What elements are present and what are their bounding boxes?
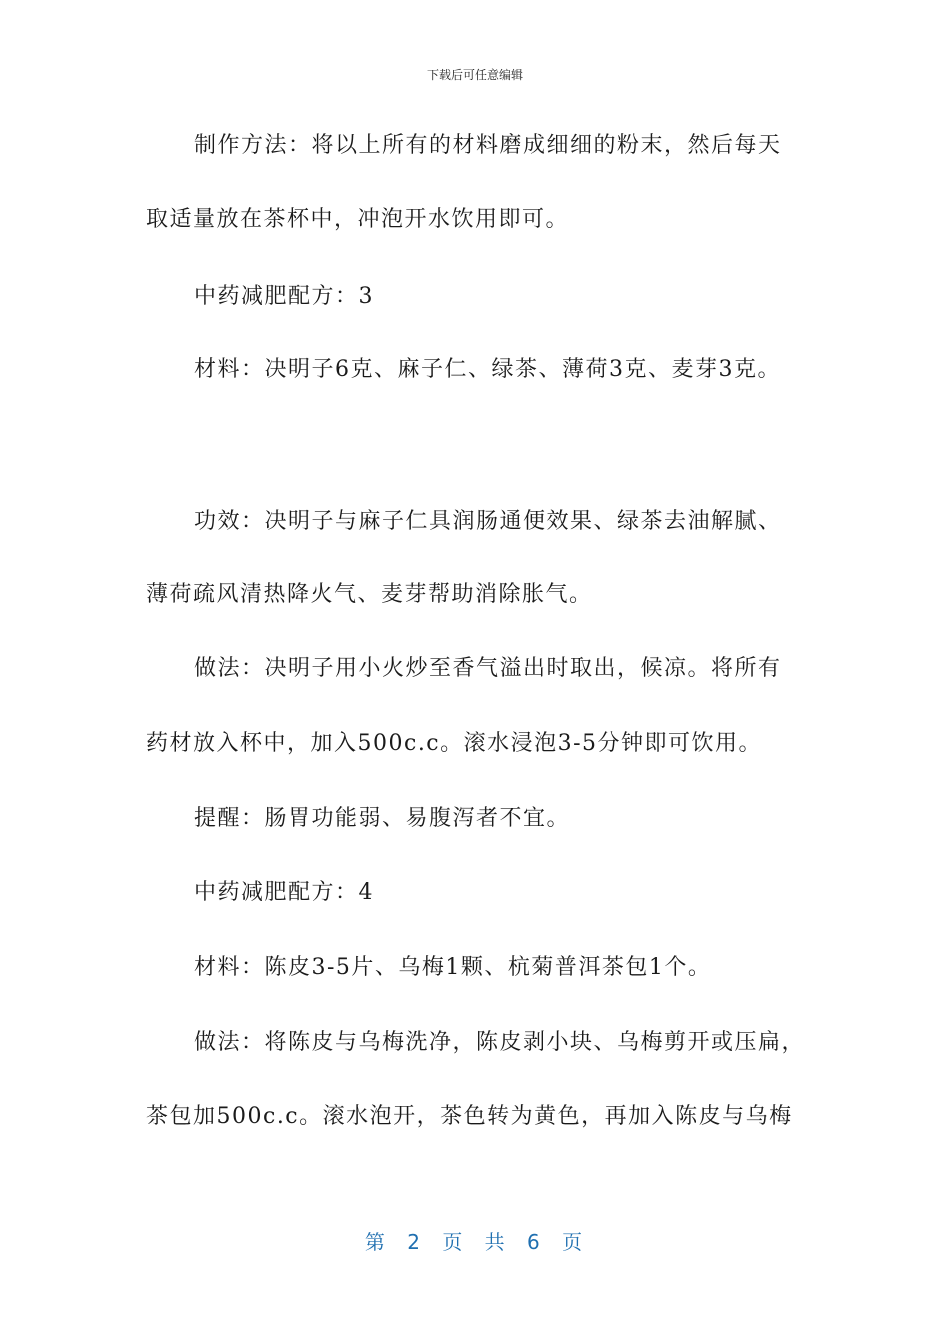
- body-line: 提醒：肠胃功能弱、易腹泻者不宜。: [194, 806, 571, 831]
- body-line: 材料：决明子6克、麻子仁、绿茶、薄荷3克、麦芽3克。: [194, 357, 781, 382]
- body-line: 取适量放在茶杯中，冲泡开水饮用即可。: [146, 207, 570, 232]
- body-line: 做法：将陈皮与乌梅洗净，陈皮剥小块、乌梅剪开或压扁，: [194, 1030, 806, 1055]
- page-header: 下载后可任意编辑: [426, 68, 523, 82]
- page-number: 第 2 页 共 6 页: [364, 1230, 586, 1254]
- section-heading: 中药减肥配方：4: [194, 880, 374, 905]
- body-line: 材料：陈皮3-5片、乌梅1颗、杭菊普洱茶包1个。: [194, 955, 712, 980]
- body-line: 制作方法：将以上所有的材料磨成细细的粉末，然后每天: [194, 133, 782, 158]
- body-line: 茶包加500c.c。滚水泡开，茶色转为黄色，再加入陈皮与乌梅: [146, 1104, 793, 1129]
- body-line: 功效：决明子与麻子仁具润肠通便效果、绿茶去油解腻、: [194, 509, 782, 534]
- body-line: 薄荷疏风清热降火气、麦芽帮助消除胀气。: [146, 582, 593, 607]
- section-heading: 中药减肥配方：3: [194, 284, 374, 309]
- body-line: 做法：决明子用小火炒至香气溢出时取出，候凉。将所有: [194, 656, 782, 681]
- body-line: 药材放入杯中，加入500c.c。滚水浸泡3-5分钟即可饮用。: [146, 731, 763, 756]
